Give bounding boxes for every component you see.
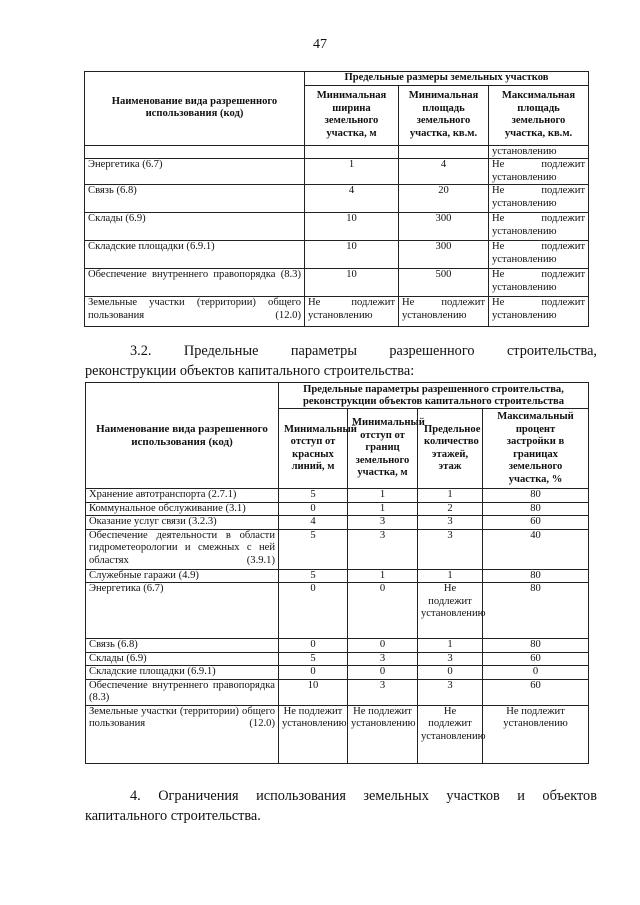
t1-cell-min-width: 10 [305,213,399,241]
t2-cell-floors: 3 [418,516,483,530]
t2-cell-name: Склады (6.9) [86,652,279,666]
t1-header-max-area: Максимальная площадь земельного участка, кв.м. [489,85,589,145]
t2-cell-name: Земельные участки (территории) общего пользования (12.0) [86,705,279,763]
t1-cell-max-area: Не подлежит установлению [489,159,589,185]
t2-cell-name: Хранение автотранспорта (2.7.1) [86,489,279,503]
section-3-2-word: Предельные [183,343,259,359]
section-4-word: участков [446,788,500,804]
t2-cell-coverage: 80 [483,639,589,653]
t2-header-boundaries: Минимальный отступ от границ земельного участка, м [348,409,418,489]
table-row [86,502,589,516]
table-row [86,583,589,639]
page-number: 47 [313,37,327,52]
t2-cell-boundaries: 0 [348,583,418,639]
t1-cell-min-area: 20 [399,185,489,213]
table-row [86,652,589,666]
t2-cell-red-lines: 5 [279,489,348,503]
land-plot-size-table [84,71,589,327]
t1-header-min-area: Минимальная площадь земельного участка, кв.м. [399,85,489,145]
t1-cell-max-area: Не подлежит установлению [489,185,589,213]
t1-cell-max-area: Не подлежит установлению [489,297,589,327]
table-row [86,516,589,530]
t2-cell-floors: 3 [418,652,483,666]
t2-cell-coverage: 60 [483,516,589,530]
section-4-word: 4. [130,788,141,804]
section-3-2-word: строительства, [506,343,597,359]
table-row [86,529,589,569]
table-row [86,705,589,763]
t1-cell-min-area: 300 [399,241,489,269]
t2-cell-coverage: 80 [483,502,589,516]
t2-cell-coverage: Не подлежит установлению [483,705,589,763]
t2-cell-boundaries: 0 [348,639,418,653]
t2-cell-red-lines: Не подлежит установлению [279,705,348,763]
t2-cell-coverage: 80 [483,489,589,503]
table-row [85,213,589,241]
section-4-word: использования [256,788,346,804]
t2-cell-name: Оказание услуг связи (3.2.3) [86,516,279,530]
t2-cell-name: Служебные гаражи (4.9) [86,569,279,583]
t2-cell-floors: Не подлежит установлению [418,705,483,763]
table-row [86,639,589,653]
section-4-line2: капитального строительства. [85,808,261,824]
t2-cell-red-lines: 5 [279,569,348,583]
t1-header-group: Предельные размеры земельных участков [305,72,589,86]
t2-header-name: Наименование вида разрешенного использования (код) [86,383,279,489]
t2-cell-boundaries: 3 [348,679,418,705]
t2-cell-floors: 0 [418,666,483,680]
table-row [86,569,589,583]
t1-header-name: Наименование вида разрешенного использования (код) [85,72,305,146]
t1-header-min-width: Минимальная ширина земельного участка, м [305,85,399,145]
t2-header-group: Предельные параметры разрешенного строительства, реконструкции объектов капитального строительства [279,383,589,409]
table-row [85,269,589,297]
t1-cell-min-area: 4 [399,159,489,185]
section-4-word: и [517,788,525,804]
t2-cell-floors: 3 [418,529,483,569]
t2-cell-boundaries: 1 [348,489,418,503]
t2-cell-coverage: 0 [483,666,589,680]
section-3-2-word: 3.2. [130,343,152,359]
t2-cell-name: Связь (6.8) [86,639,279,653]
t1-cell-min-area: Не подлежит установлению [399,297,489,327]
section-4-word: объектов [542,788,597,804]
t2-cell-name: Коммунальное обслуживание (3.1) [86,502,279,516]
section-3-2-paragraph [85,341,597,381]
t1-cell-max-area: Не подлежит установлению [489,269,589,297]
t2-cell-boundaries: 3 [348,652,418,666]
table-row [86,679,589,705]
construction-parameters-table [85,382,589,764]
t2-cell-name: Обеспечение внутреннего правопорядка (8.3) [86,679,279,705]
t2-cell-red-lines: 4 [279,516,348,530]
t1-continuation: установлению [489,145,589,159]
t2-cell-coverage: 40 [483,529,589,569]
section-3-2-line2: реконструкции объектов капитального строительства: [85,363,415,379]
section-4-heading-line [85,786,597,806]
t2-cell-red-lines: 0 [279,666,348,680]
section-4-word: Ограничения [158,788,239,804]
t2-cell-boundaries: 3 [348,529,418,569]
table-row [85,159,589,185]
t1-cell-name: Энергетика (6.7) [85,159,305,185]
t2-cell-name: Складские площадки (6.9.1) [86,666,279,680]
t1-cell-name: Связь (6.8) [85,185,305,213]
t2-cell-boundaries: 1 [348,502,418,516]
t2-cell-boundaries: Не подлежит установлению [348,705,418,763]
t2-cell-red-lines: 0 [279,639,348,653]
t2-cell-floors: 1 [418,569,483,583]
t2-cell-red-lines: 5 [279,529,348,569]
table-row [86,489,589,503]
t2-header-red-lines: Минимальный отступ от красных линий, м [279,409,348,489]
t2-cell-name: Энергетика (6.7) [86,583,279,639]
t1-cell-max-area: Не подлежит установлению [489,213,589,241]
t2-header-floors: Предельное количество этажей, этаж [418,409,483,489]
t1-cell-min-width: 4 [305,185,399,213]
t2-cell-red-lines: 10 [279,679,348,705]
t1-cell-min-width: 10 [305,269,399,297]
t1-cell-min-width: 1 [305,159,399,185]
section-4-paragraph [85,786,597,826]
section-3-2-word: параметры [290,343,357,359]
t1-cell-name: Складские площадки (6.9.1) [85,241,305,269]
t1-cell-min-width: 10 [305,241,399,269]
section-3-2-word: разрешенного [389,343,475,359]
section-4-word: земельных [363,788,429,804]
t2-cell-boundaries: 0 [348,666,418,680]
table-row [86,666,589,680]
t1-cell-min-area: 300 [399,213,489,241]
t2-cell-coverage: 60 [483,679,589,705]
table-row [85,297,589,327]
t2-cell-floors: 1 [418,489,483,503]
section-3-2-heading-line [85,341,597,361]
t2-cell-coverage: 60 [483,652,589,666]
t2-cell-red-lines: 5 [279,652,348,666]
t2-cell-coverage: 80 [483,583,589,639]
t2-cell-boundaries: 1 [348,569,418,583]
t1-cell-min-area: 500 [399,269,489,297]
t2-header-coverage: Максимальный процент застройки в границах земельного участка, % [483,409,589,489]
t2-cell-name: Обеспечение деятельности в области гидрометеорологии и смежных с ней областях (3.9.1) [86,529,279,569]
table-row [85,185,589,213]
t2-cell-red-lines: 0 [279,502,348,516]
t1-cell-name: Обеспечение внутреннего правопорядка (8.3) [85,269,305,297]
t2-cell-floors: 1 [418,639,483,653]
t2-cell-coverage: 80 [483,569,589,583]
t2-cell-red-lines: 0 [279,583,348,639]
t1-cell-name: Земельные участки (территории) общего пользования (12.0) [85,297,305,327]
t2-cell-boundaries: 3 [348,516,418,530]
table-row [85,241,589,269]
t1-cell-max-area: Не подлежит установлению [489,241,589,269]
t1-cell-name: Склады (6.9) [85,213,305,241]
t2-cell-floors: Не подлежит установлению [418,583,483,639]
t2-cell-floors: 2 [418,502,483,516]
t2-cell-floors: 3 [418,679,483,705]
table-row [85,145,589,159]
t1-cell-min-width: Не подлежит установлению [305,297,399,327]
